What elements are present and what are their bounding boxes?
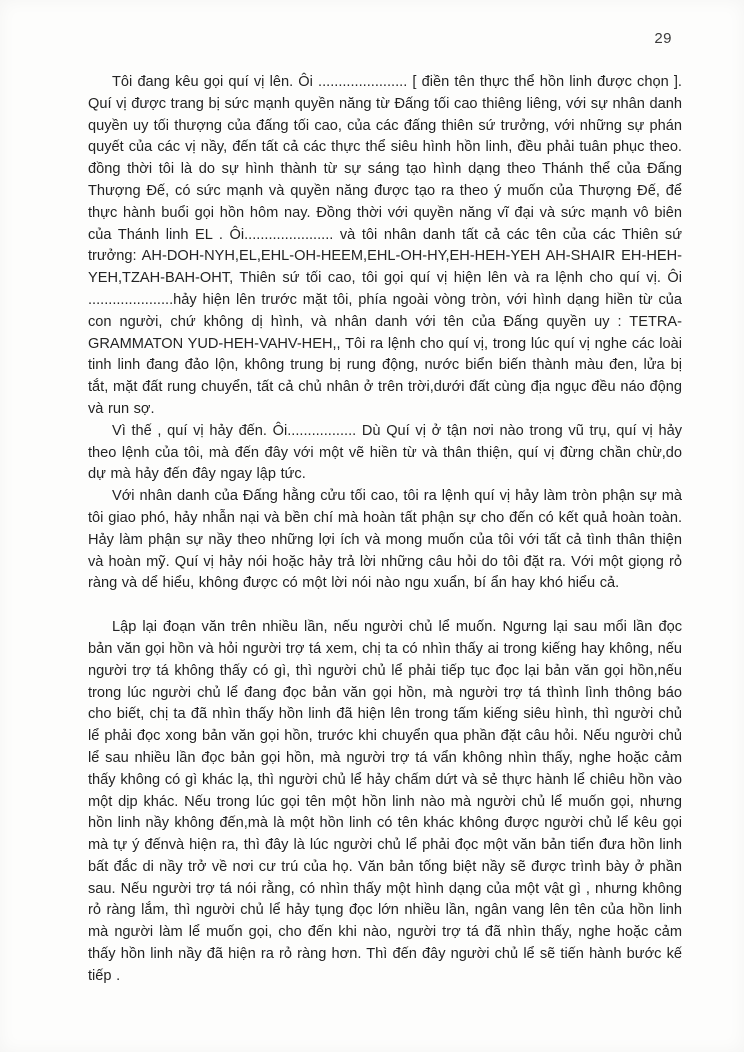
page-number: 29 [654,30,672,47]
paragraph-invocation: Tôi đang kêu gọi quí vị lên. Ôi ...................... [ điền tên thực thể hồn linh được chọn ]. Quí vị được trang bị sức mạnh quyền năng từ Đấng tối cao thiêng liêng, với sự nhân danh quyền uy tối thượng của đấng tối cao, của các đấng thiên sứ trưởng, với những sự phán quyết của các vị nầy, đến tất cả các thực thể siêu hình hồn linh, đều phải tuân phục theo. đồng thời tôi là do sự hình thành từ sự sáng tạo hình dạng theo Thánh thể của Đấng Thượng Đế, có sức mạnh và quyền năng được tạo ra theo ý muốn của Thượng Đế, để thực hành buổi gọi hồn hôm nay. Đồng thời với quyền năng vĩ đại và sức mạnh vô biên của Thánh linh EL . Ôi...................... và tôi nhân danh tất cả các tên của các Thiên sứ trưởng: AH-DOH-NYH,EL,EHL-OH-HEEM,EHL-OH-HY,EH-HEH-YEH AH-SHAIR EH-HEH-YEH,TZAH-BAH-OHT, Thiên sứ tối cao, tôi gọi quí vị hiện lên và ra lệnh cho quí vị. Ôi .....................hảy hiện lên trước mặt tôi, phía ngoài vòng tròn, với hình dạng hiền từ của con người, chứ không dị hình, và nhân danh với tên của Đấng quyền uy : TETRA-GRAMMATON YUD-HEH-VAHV-HEH,, Tôi ra lệnh cho quí vị, trong lúc quí vị nghe các loài tinh linh đang đảo lộn, không trung bị rung động, nước biển biến thành màu đen, lửa bị tắt, mặt đất rung chuyển, tất cả chủ nhân ở trên trời,dưới đất cùng địa ngục đều náo động và run sợ. [88,74,682,417]
paragraph-instructions: Lập lại đoạn văn trên nhiều lần, nếu người chủ lể muốn. Ngưng lại sau mổi lần đọc bản văn gọi hồn và hỏi người trợ tá xem, chị ta có nhìn thấy ai trong kiếng hay không, nếu người trợ tá không thấy có gì, thì người chủ lể phải tiếp tục đọc lại bản văn gọi hồn,nếu trong lúc người chủ lể đang đọc bản văn gọi hồn, mà người trợ tá thình lình thông báo cho biết, chị ta đã nhìn thấy hồn linh đã hiện lên trong tấm kiếng siêu hình, thì người chủ lể phải đọc xong bản văn gọi hồn, trước khi chuyển qua phần đặt câu hỏi. Nếu người chủ lể sau nhiều lần đọc bản gọi hồn, mà người trợ tá vẩn không nhìn thấy, nghe hoặc cảm thấy không có gì khác lạ, thì người chủ lể hảy chấm dứt và sẻ thực hành lể chiêu hồn vào một dịp khác. Nếu trong lúc gọi tên một hồn linh nào mà người chủ lể muốn gọi, nhưng hồn linh nầy không đến,mà là một hồn linh có tên khác không được người chủ lể kêu gọi mà tự ý đếnvà hiện ra, thì đây là lúc người chủ lể phải đọc một văn bản tiển đưa hồn linh bất đắc di nầy trở về nơi cư trú của họ. Văn bản tống biệt nầy sẽ được trình bày ở phần sau. Nếu người trợ tá nói rằng, có nhìn thấy một hình dạng của một vật gì , nhưng không rỏ ràng lắm, thì người chủ lể hảy tụng đọc lớn nhiều lần, ngân vang lên tên của hồn linh mà người làm lể muốn gọi, cho đến khi nào, người trợ tá đã nhìn thấy, nghe hoặc cảm thấy hồn linh nầy đã hiện ra rỏ ràng hơn. Thì đến đây người chủ lể sẽ tiến hành bước kế tiếp . [88,619,682,984]
paragraph-summons: Vì thế , quí vị hảy đến. Ôi................. Dù Quí vị ở tận nơi nào trong vũ trụ, quí vị hảy theo lệnh của tôi, mà đến đây với một vẽ hiền từ và thân thiện, quí vị đừng chần chừ,do dự mà hảy đến đây ngay lập tức. [88,422,682,483]
body-text [88,72,682,988]
paragraph-command: Với nhân danh của Đấng hằng cửu tối cao, tôi ra lệnh quí vị hảy làm tròn phận sự mà tôi giao phó, hảy nhẫn nại và bền chí mà hoàn tất phận sự cho đến có kết quả hoàn toàn. Hảy làm phận sự nầy theo những lợi ích và mong muốn của tôi với tất cả tình thân thiện và hoàn mỹ. Quí vị hảy nói hoặc hảy trả lời những câu hỏi do tôi đặt ra. Với một giọng rỏ ràng và dể hiểu, không được có một lời nói nào ngu xuẩn, bí ẩn hay khó hiểu cả. [88,488,682,592]
